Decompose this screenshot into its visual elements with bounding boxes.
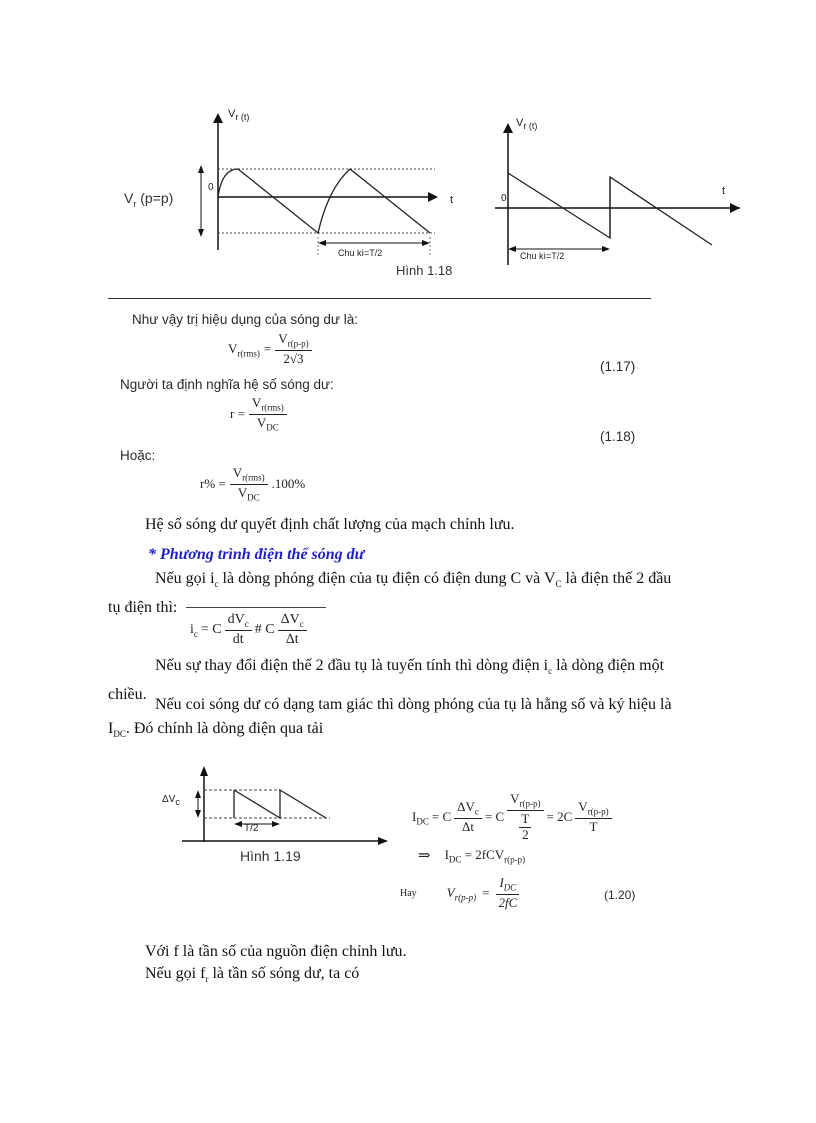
left-y-axis-label: $V_{r (t)}$ xyxy=(228,108,250,123)
left-y-arrow xyxy=(213,113,223,123)
equation-idc: $I_{DC}$ = C $\frac{\Delta V_c}{\Delta t}$ = C $V_{r(p-p)}$ T 2 = 2C $\frac{V_{r(p-p)}}{T}$ xyxy=(412,792,612,843)
fig119-dv-label: $\Delta V_c$ xyxy=(162,794,180,807)
equation-ic: $i_c$ = C $\frac{dV_c}{dt}$ # C $\frac{\Delta V_c}{\Delta t}$ xyxy=(190,612,307,648)
source-frequency-text: Với f là tần số của nguồn điện chỉnh lưu. xyxy=(145,943,407,960)
equation-1-17: $V_{r(rms)}$ = $\frac{V_{r(p-p)}}{2√3}$ xyxy=(228,332,312,367)
equation-percent: r% = $\frac{V_{r(rms)}}{V_{DC}}$ .100% xyxy=(200,465,306,503)
fig119-sawtooth xyxy=(234,790,326,818)
ripple-quality-paragraph: Hệ số sóng dư quyết định chất lượng của mạch chỉnh lưu. xyxy=(145,516,515,533)
right-y-axis-label: $V_{r (t)}$ xyxy=(516,117,538,132)
figure-1-18 xyxy=(100,105,740,285)
fig119-period-label: T/2 xyxy=(244,823,259,834)
linear-change-paragraph: Nếu sự thay đổi điện thế 2 đầu tụ là tuyến tính thì dòng điện $i_c$ là dòng điện một chiều. xyxy=(108,657,665,704)
equation-1-20: Hay $V_{r(p-p)}$ = $\frac{I_{DC}}{2fC}$ xyxy=(400,876,520,911)
triangular-ripple-paragraph: Nếu coi sóng dư có dạng tam giác thì dòng phóng của tụ là hằng số và ký hiệu là $I_{DC}$. Đó chính là dòng điện qua tải xyxy=(108,696,672,740)
equation-rule xyxy=(186,607,326,608)
section-heading-ripple-voltage: * Phương trình điện thế sóng dư xyxy=(148,546,365,563)
figure-1-19-caption: Hình 1.19 xyxy=(240,848,301,864)
equation-idc-result: ⇒ $I_{DC} = 2fCV_{r(p-p)}$ xyxy=(418,846,526,865)
figure-1-19 xyxy=(160,760,400,870)
vr-pp-label: $V_r$ (p=p) xyxy=(124,190,174,209)
discharge-paragraph: Nếu gọi $i_c$ là dòng phóng điện của tụ điện có điện dung C và $V_C$ là điện thế 2 đầu tụ điện thì: xyxy=(108,570,672,617)
right-origin-label: 0 xyxy=(501,193,507,204)
equation-number-1-18: (1.18) xyxy=(600,429,636,444)
left-origin-label: 0 xyxy=(208,182,214,193)
right-t-label: t xyxy=(722,185,726,197)
ripple-factor-intro-text: Người ta định nghĩa hệ số sóng dư: xyxy=(120,377,334,392)
right-period-label: Chu kì=T/2 xyxy=(520,251,565,261)
figure-1-18-graphs xyxy=(100,105,740,285)
rms-intro-text: Như vậy trị hiệu dụng của sóng dư là: xyxy=(132,312,358,327)
left-ripple-wave xyxy=(218,169,430,233)
left-t-label: t xyxy=(450,194,454,206)
separator-line xyxy=(108,298,651,299)
ripple-frequency-text: Nếu gọi $f_r$ là tần số sóng dư, ta có xyxy=(145,965,360,985)
right-y-arrow xyxy=(503,123,513,133)
equation-number-1-17: (1.17) xyxy=(600,359,636,374)
figure-1-18-caption: Hình 1.18 xyxy=(396,263,453,278)
or-text: Hoặc: xyxy=(120,448,156,463)
left-x-arrow xyxy=(428,192,438,202)
equation-number-1-20: (1.20) xyxy=(604,888,636,902)
right-x-arrow xyxy=(730,203,740,213)
equation-1-18: r = $\frac{V_{r(rms)}}{V_{DC}}$ xyxy=(230,396,287,433)
left-period-label: Chu kì=T/2 xyxy=(338,248,383,258)
